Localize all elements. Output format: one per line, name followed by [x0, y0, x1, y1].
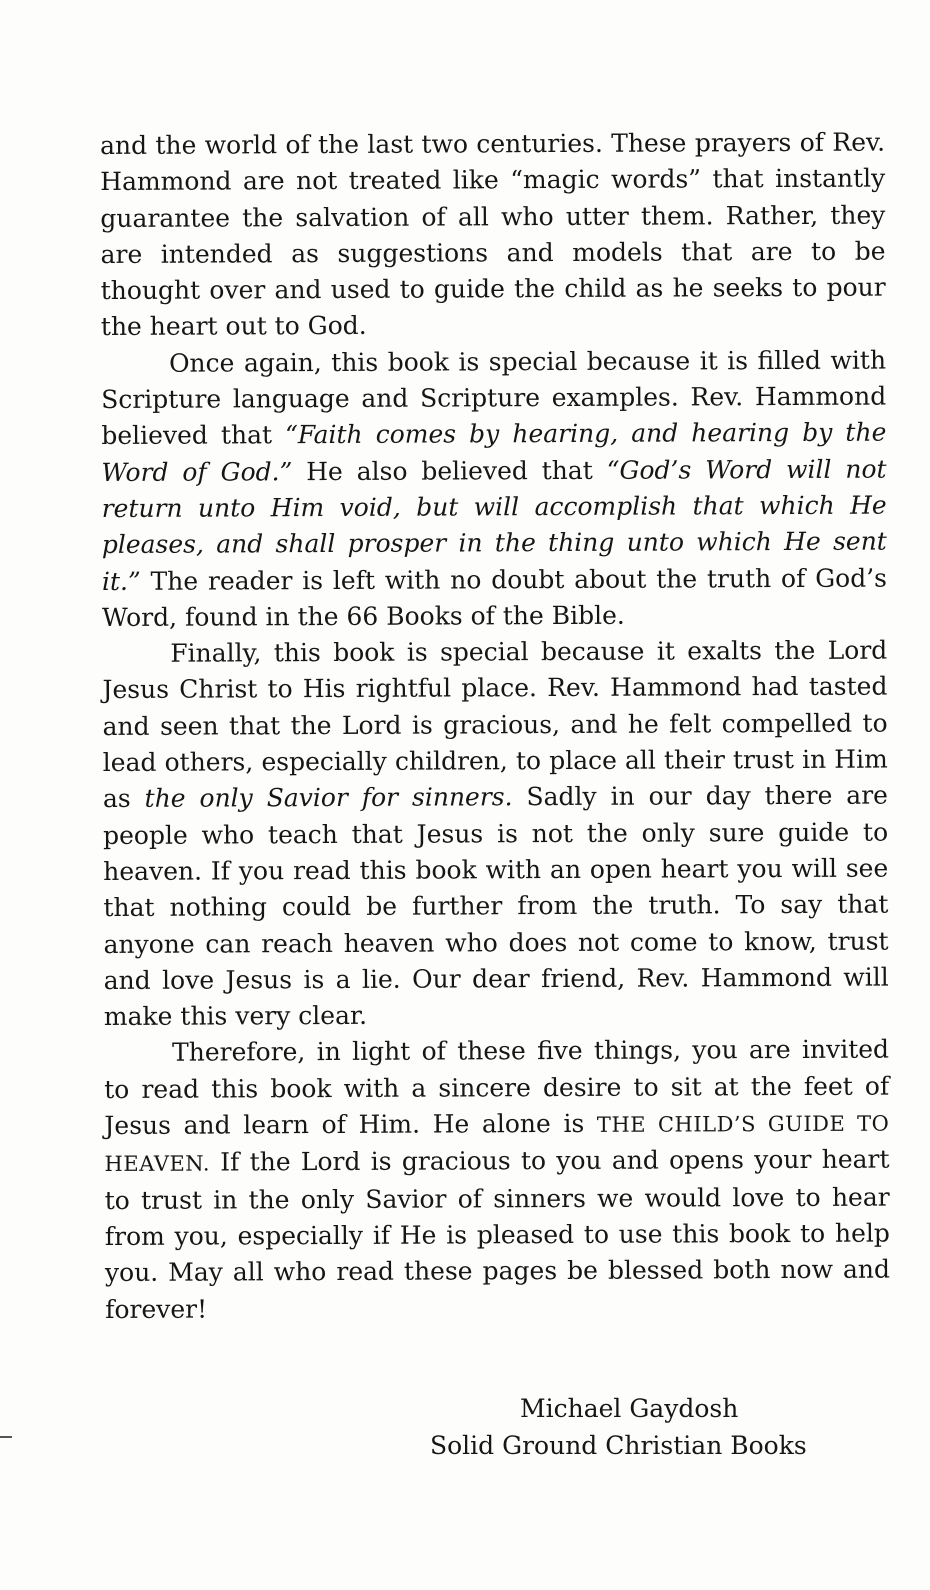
book-title: THE CHILD’S GUIDE TO HEAVEN.	[104, 1111, 890, 1177]
scan-artifact-mark	[0, 1436, 12, 1438]
text-run: Sadly in our day there are people who teach that Jesus is not the only sure guide to heaven. If you read this book with an open heart you will see that nothing could be further from the truth. To say that anyone can reach heaven who does not come to know, trust and love Jesus is a lie. Our dear friend, Rev. Hammond will make this very clear.	[103, 780, 889, 1032]
text-run: He also believed that	[292, 455, 607, 486]
text-run: Once again, this book is special because it is filled with Scripture language and Scripture examples. Rev. Hammond believed that	[101, 345, 887, 451]
text-run: If the Lord is gracious to you and opens your heart to trust in the only Savior of sinners we would love to hear from you, especially if He is pleased to use this book to help you. May all who read these pages be blessed both now and forever!	[104, 1144, 891, 1324]
italic-quote: “Faith comes by hearing, and hearing by the Word of God.”	[101, 417, 887, 487]
text-run: Therefore, in light of these five things, you are invited to read this book with a sincere desire to sit at the feet of Jesus and learn of Him. He alone is	[104, 1034, 890, 1141]
italic-quote: “God’s Word will not return unto Him void, but will accomplish that which He pleases, and shall prosper in the thing unto which He sent it.”	[101, 454, 887, 596]
body-text	[100, 125, 890, 1328]
text-run: Finally, this book is special because it exalts the Lord Jesus Christ to His rightful place. Rev. Hammond had tasted and seen that the Lord is gracious, and he felt compelled to lead others, especially children, to place all their trust in Him as	[102, 635, 888, 814]
text-run: and the world of the last two centuries. These prayers of Rev. Hammond are not treated like “magic words” that instantly guarantee the salvation of all who utter them. Rather, they are intended as suggestions and models that are to be thought over and used to guide the child as he seeks to pour the heart out to God.	[100, 127, 886, 342]
signature-name: Michael Gaydosh	[520, 1394, 739, 1423]
paragraph-2	[101, 342, 887, 636]
signature-organization: Solid Ground Christian Books	[430, 1431, 807, 1460]
signature-block	[430, 1390, 870, 1464]
text-run: The reader is left with no doubt about the truth of God’s Word, found in the 66 Books of the Bible.	[102, 563, 888, 632]
paragraph-1	[100, 125, 886, 346]
paragraph-4	[104, 1032, 890, 1328]
italic-quote: the only Savior for sinners.	[144, 782, 513, 814]
paragraph-3	[102, 633, 889, 1036]
